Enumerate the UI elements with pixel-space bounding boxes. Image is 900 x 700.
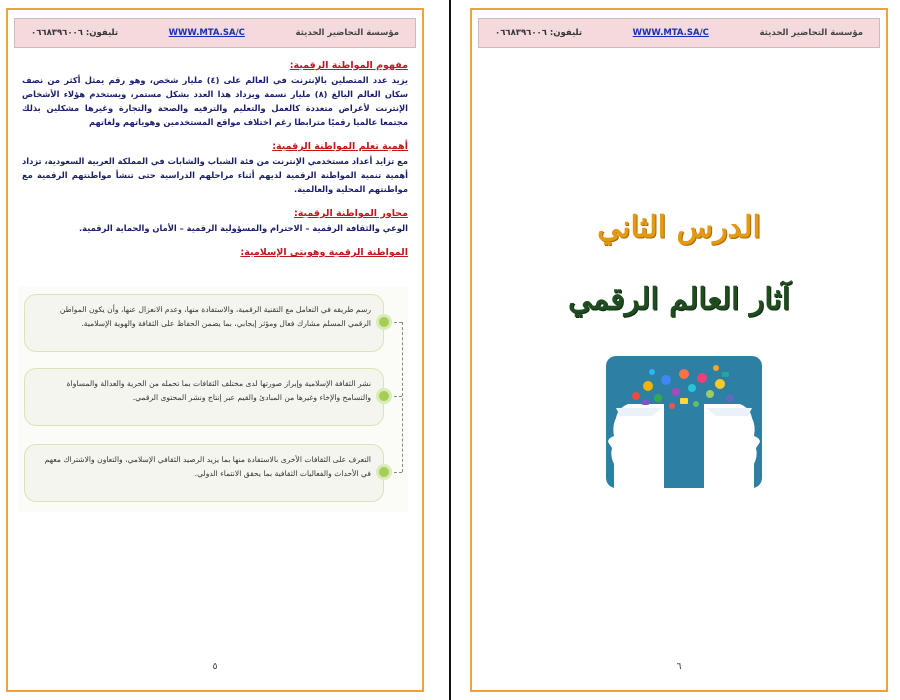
card-text: التعرف على الثقافات الأخرى بالاستفادة منها بما يزيد الرصيد الثقافي الإسلامي، والتعاون والاشتراك معهم في الأحداث والفعاليات الثقافية بما يحقق الانتماء الدولي. bbox=[44, 455, 371, 478]
bullet-dot bbox=[376, 388, 392, 404]
section-body: يزيد عدد المتصلين بالإنترنت في العالم على (٤) مليار شخص، وهو رقم يمثل أكثر من نصف سكان العالم البالغ (٨) مليار نسمة ويزداد هذا العدد بشكل مستمر، ويستخدم هؤلاء الأشخاص الإنترنت لأغراض متعددة كالعمل والتعليم والترفيه والصحة والتجارة وغيرها مشكلين بذلك مجتمعا عالميا رقميًا مترابطا رغم اختلاف مواقع المستخدمين وهوياتهم ولغاتهم bbox=[22, 75, 408, 127]
section-title: أهمية تعلم المواطنة الرقمية: bbox=[272, 141, 408, 152]
section-importance bbox=[22, 141, 408, 196]
bullet-dot bbox=[376, 314, 392, 330]
section-body: مع تزايد أعداد مستخدمي الإنترنت من فئة الشباب والشابات في المملكة العربية السعودية، تزداد أهمية تنمية المواطنة الرقمية لديهم أثناء مراحلهم الدراسية حتى تنشأ مواطنتهم الرقمية مع مواطنتهم المحلية والعالمية. bbox=[22, 156, 408, 194]
left-page-header bbox=[14, 18, 416, 48]
section-title: المواطنة الرقمية وهويتي الإسلامية: bbox=[240, 247, 408, 258]
left-page-content bbox=[22, 60, 408, 260]
connector-line bbox=[394, 472, 402, 473]
digital-heads-illustration bbox=[606, 356, 762, 488]
header-website-link[interactable]: WWW.MTA.SA/C bbox=[632, 28, 709, 38]
lesson-number: الدرس الثاني bbox=[597, 210, 761, 245]
section-title: محاور المواطنة الرقمية: bbox=[293, 208, 408, 219]
header-website-link[interactable]: WWW.MTA.SA/C bbox=[168, 28, 245, 38]
connector-line bbox=[394, 322, 402, 323]
section-title: مفهوم المواطنة الرقمية: bbox=[289, 60, 408, 71]
section-axes bbox=[22, 208, 408, 235]
right-page-header bbox=[478, 18, 880, 48]
heads-icon bbox=[606, 356, 762, 488]
header-institution: مؤسسة التحاضير الحديثة bbox=[759, 28, 863, 38]
identity-card bbox=[24, 368, 384, 426]
page-divider bbox=[449, 0, 451, 700]
header-institution: مؤسسة التحاضير الحديثة bbox=[295, 28, 399, 38]
page-number: ٦ bbox=[676, 662, 682, 672]
identity-cards-diagram bbox=[18, 286, 408, 512]
section-identity bbox=[22, 247, 408, 258]
identity-card bbox=[24, 294, 384, 352]
right-page bbox=[470, 8, 888, 692]
left-page bbox=[6, 8, 424, 692]
header-phone: تليفون: ٠٦٦٨٣٩٦٠٠٦ bbox=[495, 28, 583, 38]
identity-card bbox=[24, 444, 384, 502]
section-body: الوعي والثقافة الرقمية – الاحترام والمسؤولية الرقمية – الأمان والحماية الرقمية. bbox=[79, 223, 408, 233]
lesson-title: آثار العالم الرقمي bbox=[567, 282, 791, 317]
card-text: رسم طريقه في التعامل مع التقنية الرقمية، والاستفادة منها، وعدم الانعزال عنها، وأن يكون المواطن الرقمي المسلم مشارك فعال ومؤثر إيجابي، بما يضمن الحفاظ على الثقافة والهوية الإسلامية. bbox=[59, 305, 371, 328]
connector-line bbox=[402, 322, 403, 472]
connector-line bbox=[394, 396, 402, 397]
section-concept bbox=[22, 60, 408, 129]
bullet-dot bbox=[376, 464, 392, 480]
card-text: نشر الثقافة الإسلامية وإبراز صورتها لدى مختلف الثقافات بما تحمله من الحرية والعدالة والمساواة والتسامح والإخاء وغيرها من المبادئ والقيم عبر إنتاج ونشر المحتوى الرقمي. bbox=[66, 379, 371, 402]
header-phone: تليفون: ٠٦٦٨٣٩٦٠٠٦ bbox=[31, 28, 119, 38]
page-number: ٥ bbox=[212, 662, 218, 672]
